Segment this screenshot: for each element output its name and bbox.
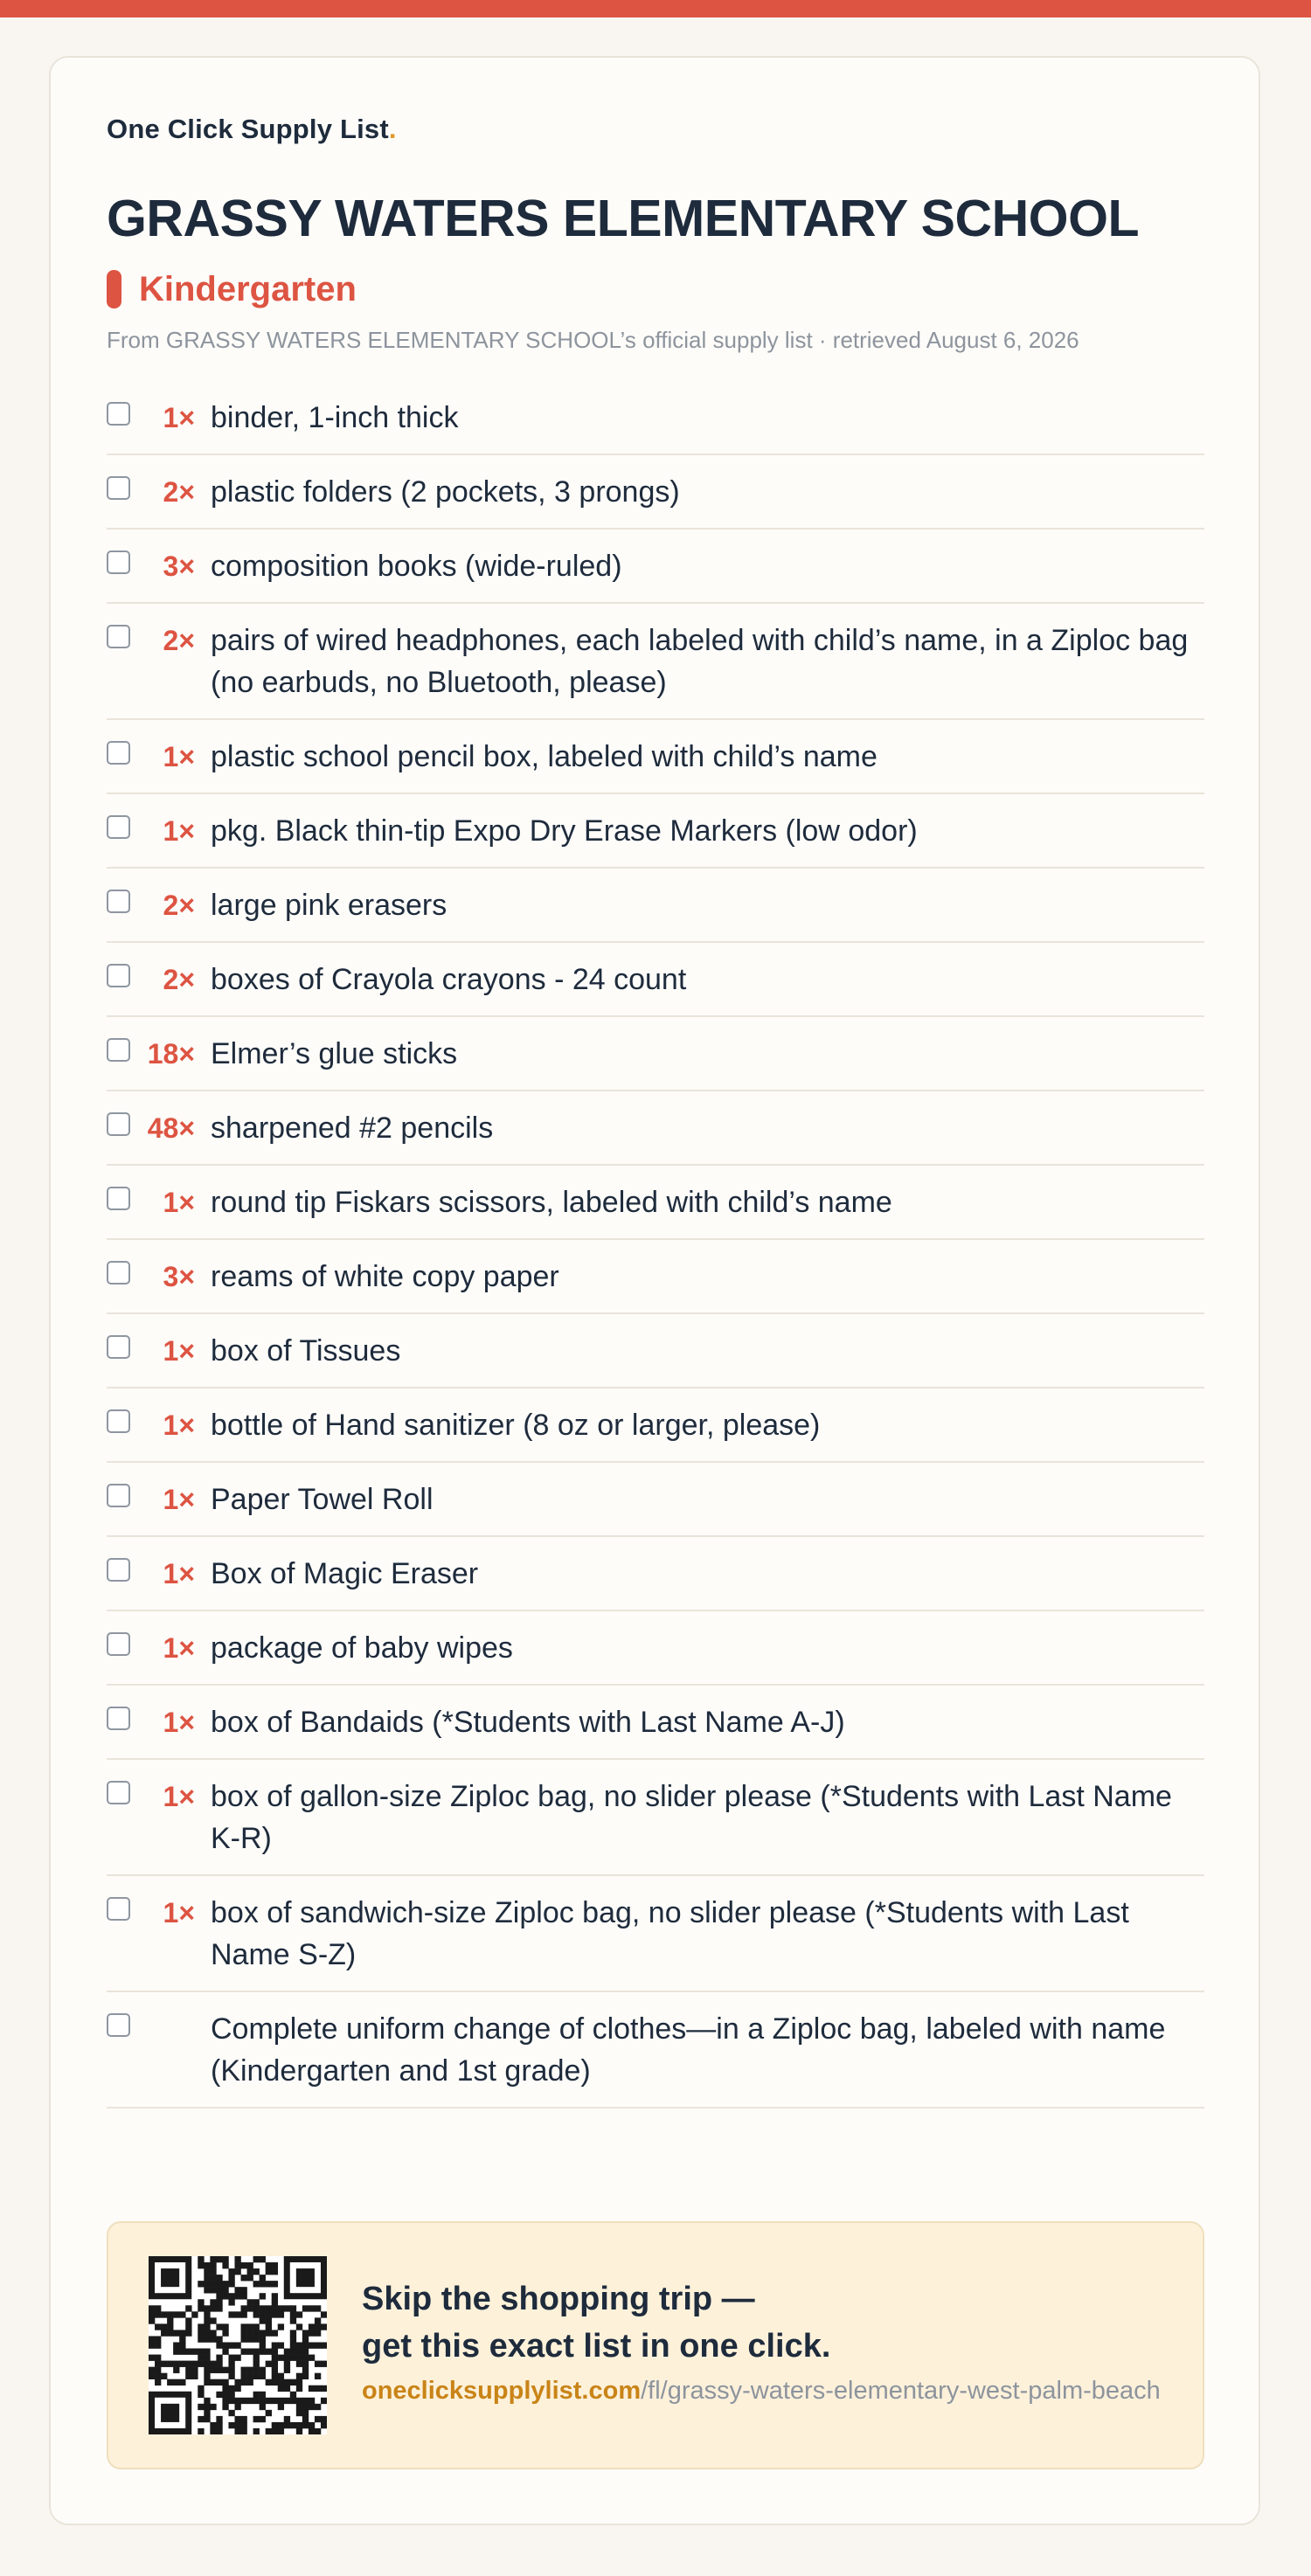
list-item[interactable] <box>107 1314 1204 1388</box>
item-description: reams of white copy paper <box>211 1260 559 1293</box>
item-description: boxes of Crayola crayons - 24 count <box>211 963 687 996</box>
item-description: plastic folders (2 pockets, 3 prongs) <box>211 475 680 509</box>
item-description: binder, 1-inch thick <box>211 401 459 434</box>
school-name: GRASSY WATERS ELEMENTARY SCHOOL <box>107 190 1140 247</box>
promo-box <box>107 2221 1204 2469</box>
list-item[interactable] <box>107 720 1204 794</box>
list-item[interactable] <box>107 1537 1204 1611</box>
checkbox-icon[interactable] <box>107 1484 130 1507</box>
item-quantity: 1× <box>163 1897 195 1929</box>
checkbox-icon[interactable] <box>107 625 130 648</box>
item-description: large pink erasers <box>211 889 447 922</box>
item-quantity: 1× <box>163 741 195 772</box>
brand-logo <box>107 114 397 145</box>
promo-url-path[interactable]: /fl/grassy-waters-elementary-west-palm-beach <box>641 2377 1161 2405</box>
item-quantity: 2× <box>163 890 195 921</box>
checkbox-icon[interactable] <box>107 1335 130 1359</box>
item-quantity: 1× <box>163 402 195 433</box>
item-description: composition books (wide-ruled) <box>211 550 622 583</box>
promo-title-line2: get this exact list in one click. <box>362 2328 831 2365</box>
item-description: box of Bandaids (*Students with Last Name A-J) <box>211 1706 845 1739</box>
checkbox-icon[interactable] <box>107 476 130 500</box>
checkbox-icon[interactable] <box>107 741 130 765</box>
list-item[interactable] <box>107 1760 1204 1876</box>
checkbox-icon[interactable] <box>107 890 130 913</box>
list-item[interactable] <box>107 1992 1204 2109</box>
list-item[interactable] <box>107 530 1204 604</box>
item-quantity: 18× <box>147 1038 195 1070</box>
item-quantity: 1× <box>163 1335 195 1367</box>
item-quantity: 3× <box>163 1261 195 1292</box>
checkbox-icon[interactable] <box>107 1112 130 1136</box>
item-quantity: 2× <box>163 964 195 995</box>
item-quantity: 1× <box>163 1558 195 1589</box>
item-quantity: 48× <box>147 1112 195 1144</box>
item-description: Paper Towel Roll <box>211 1483 434 1516</box>
item-quantity: 1× <box>163 1409 195 1441</box>
promo-url-domain[interactable]: oneclicksupplylist.com <box>362 2377 642 2405</box>
grade-heading <box>107 267 357 311</box>
checkbox-icon[interactable] <box>107 551 130 574</box>
checkbox-icon[interactable] <box>107 1707 130 1730</box>
checkbox-icon[interactable] <box>107 1187 130 1210</box>
item-quantity: 2× <box>163 476 195 508</box>
checkbox-icon[interactable] <box>107 1632 130 1656</box>
qr-code-icon[interactable] <box>149 2256 327 2434</box>
checkbox-icon[interactable] <box>107 402 130 426</box>
item-description: Box of Magic Eraser <box>211 1557 479 1590</box>
item-description: Elmer’s glue sticks <box>211 1037 458 1070</box>
checkbox-icon[interactable] <box>107 1261 130 1285</box>
item-description: sharpened #2 pencils <box>211 1111 494 1145</box>
list-item[interactable] <box>107 1388 1204 1463</box>
item-description: box of sandwich-size Ziploc bag, no slider please (*Students with Last Name S-Z) <box>211 1896 1129 1971</box>
supply-list <box>107 381 1204 2109</box>
item-description: plastic school pencil box, labeled with child’s name <box>211 740 877 773</box>
item-quantity: 1× <box>163 1781 195 1812</box>
list-item[interactable] <box>107 1091 1204 1166</box>
brand-name: One Click Supply List <box>107 114 389 144</box>
checkbox-icon[interactable] <box>107 964 130 987</box>
list-item[interactable] <box>107 1876 1204 1992</box>
checkbox-icon[interactable] <box>107 1781 130 1804</box>
item-description: package of baby wipes <box>211 1631 513 1665</box>
grade-marker-icon <box>107 270 121 308</box>
item-quantity: 1× <box>163 1707 195 1738</box>
item-description: pkg. Black thin-tip Expo Dry Erase Markers (low odor) <box>211 814 918 848</box>
item-quantity: 3× <box>163 551 195 582</box>
promo-title <box>362 2275 830 2370</box>
item-description: Complete uniform change of clothes—in a Ziploc bag, labeled with name (Kindergarten and 1st grade) <box>211 2012 1166 2088</box>
list-item[interactable] <box>107 1463 1204 1537</box>
source-note: From GRASSY WATERS ELEMENTARY SCHOOL’s official supply list · retrieved August 6, 2026 <box>107 327 1079 353</box>
checkbox-icon[interactable] <box>107 815 130 839</box>
top-accent-bar <box>0 0 1311 17</box>
item-quantity: 1× <box>163 1187 195 1218</box>
list-item[interactable] <box>107 1611 1204 1686</box>
grade-label: Kindergarten <box>139 269 357 308</box>
promo-title-line1: Skip the shopping trip — <box>362 2281 755 2317</box>
item-description: box of gallon-size Ziploc bag, no slider please (*Students with Last Name K-R) <box>211 1780 1172 1855</box>
item-quantity: 1× <box>163 1632 195 1664</box>
checkbox-icon[interactable] <box>107 1558 130 1582</box>
promo-link[interactable] <box>362 2377 1161 2406</box>
list-item[interactable] <box>107 869 1204 943</box>
list-item[interactable] <box>107 1240 1204 1314</box>
checkbox-icon[interactable] <box>107 1038 130 1062</box>
checkbox-icon[interactable] <box>107 1409 130 1433</box>
item-description: bottle of Hand sanitizer (8 oz or larger, please) <box>211 1409 821 1442</box>
brand-dot: . <box>388 114 397 144</box>
list-item[interactable] <box>107 1166 1204 1240</box>
item-description: round tip Fiskars scissors, labeled with child’s name <box>211 1186 892 1219</box>
item-quantity: 1× <box>163 815 195 847</box>
list-item[interactable] <box>107 794 1204 869</box>
item-description: pairs of wired headphones, each labeled with child’s name, in a Ziploc bag (no earbuds, no Bluetooth, please) <box>211 624 1189 699</box>
checkbox-icon[interactable] <box>107 2013 130 2037</box>
list-item[interactable] <box>107 1686 1204 1760</box>
list-item[interactable] <box>107 1017 1204 1091</box>
item-description: box of Tissues <box>211 1334 401 1368</box>
checkbox-icon[interactable] <box>107 1897 130 1921</box>
item-quantity: 1× <box>163 1484 195 1515</box>
list-item[interactable] <box>107 455 1204 530</box>
list-item[interactable] <box>107 381 1204 455</box>
item-quantity: 2× <box>163 625 195 656</box>
list-item[interactable] <box>107 943 1204 1017</box>
list-item[interactable] <box>107 604 1204 720</box>
